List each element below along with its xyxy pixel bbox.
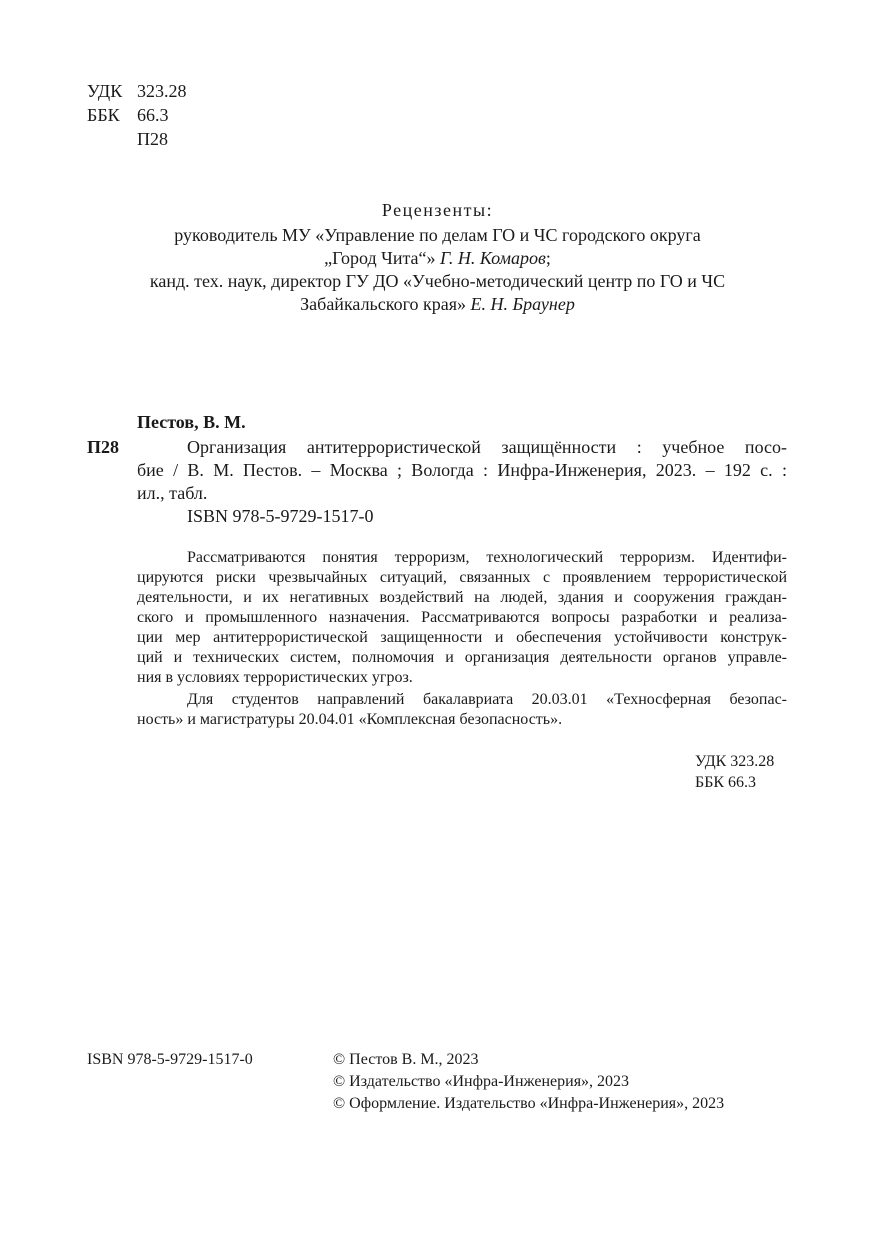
footer-copyright-design: © Оформление. Издательство «Инфра-Инженерия», 2023	[333, 1095, 725, 1112]
bib-isbn: ISBN 978-5-9729-1517-0	[187, 506, 374, 526]
udk-value: 323.28	[137, 81, 187, 101]
bbk-value: 66.3	[137, 105, 169, 125]
annotation-p1-line: ского и промышленного назначения. Рассматриваются вопросы разработки и реализа-	[137, 609, 787, 626]
reviewer-2-line-1: канд. тех. наук, директор ГУ ДО «Учебно-методический центр по ГО и ЧС	[149, 271, 726, 291]
reviewer-1-org: „Город Чита“»	[324, 248, 436, 268]
footer-copyright-publisher: © Издательство «Инфра-Инженерия», 2023	[333, 1073, 630, 1090]
annotation-p1-line: ций и технических систем, полномочия и организация деятельности органов управле-	[137, 649, 787, 666]
bib-sign: П28	[87, 437, 120, 457]
bib-title-line-2: бие / В. М. Пестов. – Москва ; Вологда : Инфра-Инженерия, 2023. – 192 с. :	[137, 460, 787, 480]
bib-title-line-3: ил., табл.	[137, 483, 208, 503]
footer-copyright-author: © Пестов В. М., 2023	[333, 1051, 479, 1068]
reviewer-2-name: Е. Н. Браунер	[470, 294, 575, 314]
annotation-p1-line: Рассматриваются понятия терроризм, технологический терроризм. Идентифи-	[187, 549, 787, 566]
reviewer-1-line-2	[0, 247, 875, 270]
annotation-p2-line: ность» и магистратуры 20.04.01 «Комплексная безопасность».	[137, 711, 563, 728]
bbk-label: ББК	[87, 105, 120, 125]
right-bbk: ББК 66.3	[695, 774, 757, 791]
right-udk: УДК 323.28	[695, 753, 775, 770]
annotation-p1-line: цируются риски чрезвычайных ситуаций, связанных с проявлением террористической	[137, 569, 787, 586]
annotation-p1-line: ния в условиях террористических угроз.	[137, 669, 413, 686]
annotation-p1-line: деятельности, и их негативных воздействий на людей, здания и сооружения граждан-	[137, 589, 787, 606]
reviewer-1-end: ;	[545, 248, 551, 268]
annotation-p2-line: Для студентов направлений бакалавриата 20.03.01 «Техносферная безопас-	[187, 691, 787, 708]
author-sign: П28	[137, 129, 168, 149]
reviewers-heading: Рецензенты:	[381, 200, 494, 220]
reviewer-2-org: Забайкальского края»	[300, 294, 467, 314]
reviewer-1-name: Г. Н. Комаров	[440, 248, 546, 268]
reviewer-1-line-1: руководитель МУ «Управление по делам ГО и ЧС городского округа	[174, 225, 701, 245]
reviewer-2-line-2	[0, 293, 875, 316]
bib-title-line-1: Организация антитеррористической защищённости : учебное посо-	[187, 437, 787, 457]
footer-isbn: ISBN 978-5-9729-1517-0	[87, 1051, 253, 1068]
annotation-p1-line: ции мер антитеррористической защищенности и обеспечения устойчивости конструк-	[137, 629, 787, 646]
udk-label: УДК	[87, 81, 123, 101]
bib-author: Пестов, В. М.	[137, 412, 246, 432]
